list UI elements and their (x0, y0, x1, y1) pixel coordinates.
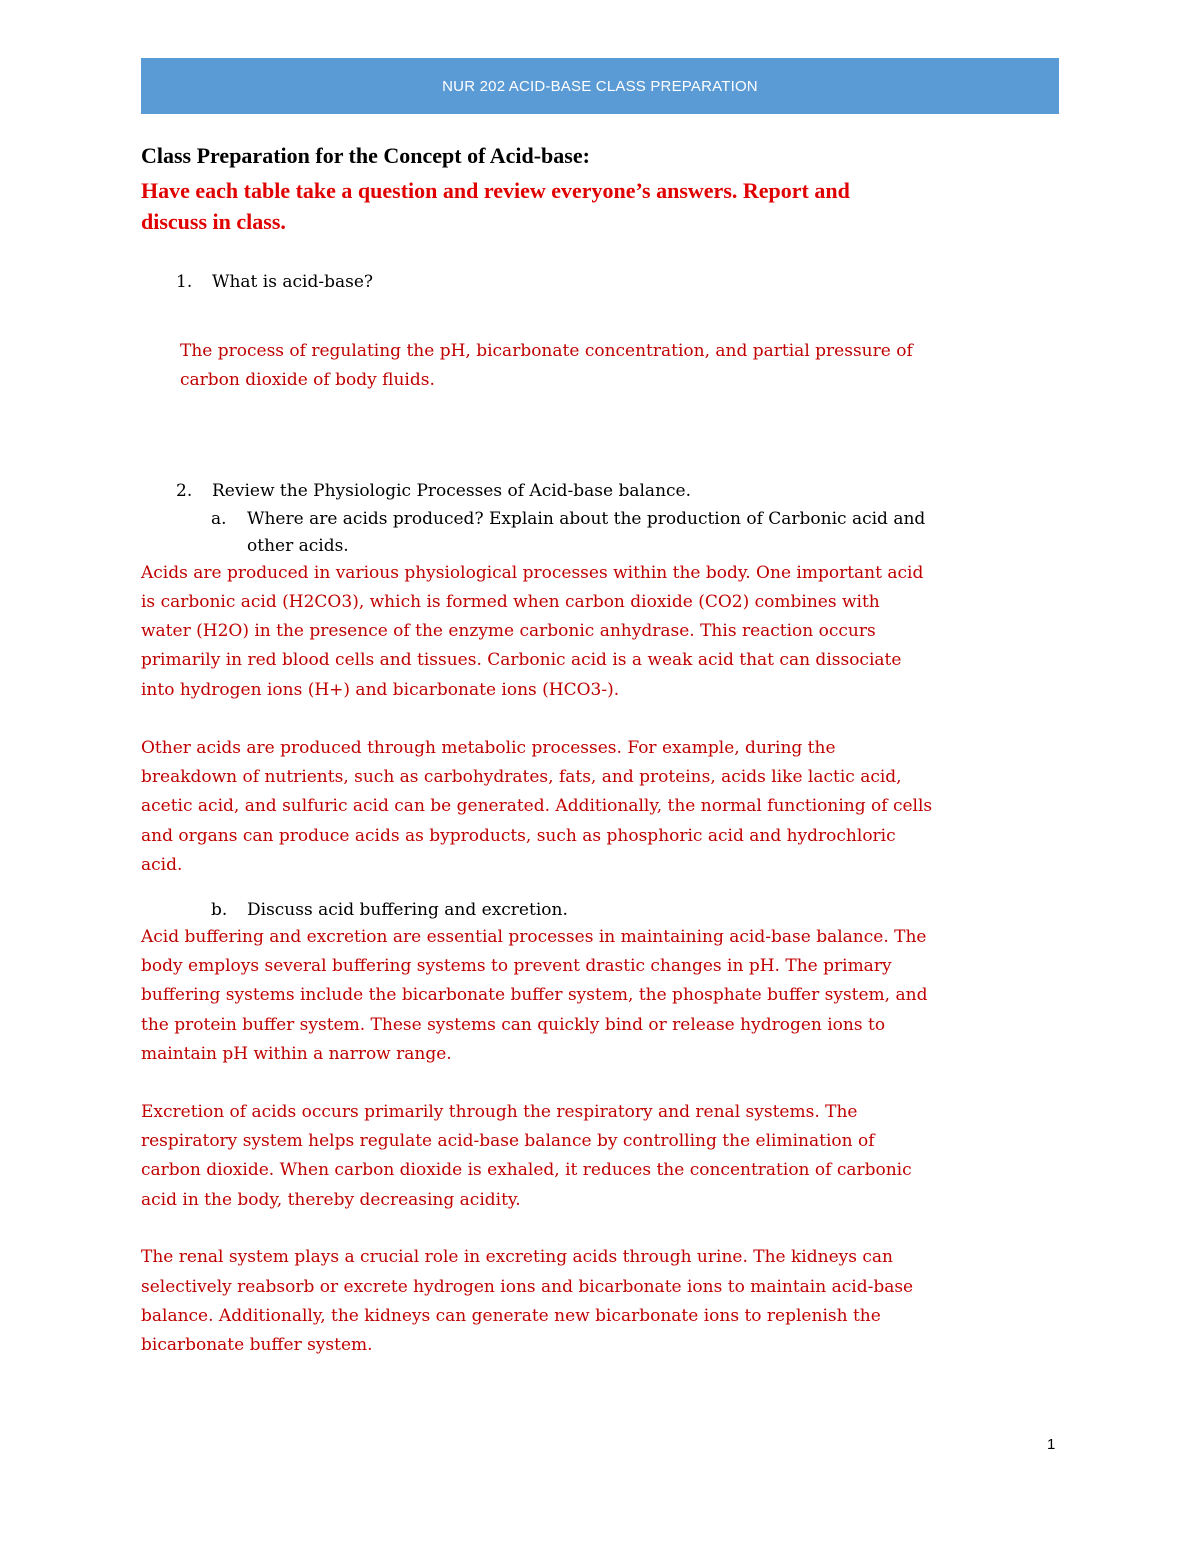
answer-2b-p2-line-2: respiratory system helps regulate acid-base balance by controlling the elimination of (141, 1131, 875, 1151)
answer-2b-p3-line-4: bicarbonate buffer system. (141, 1335, 373, 1355)
question-1 (176, 268, 373, 296)
answer-2a-p1-line-2: is carbonic acid (H2CO3), which is formed when carbon dioxide (CO2) combines with (141, 592, 880, 612)
answer-2a-p1-line-1: Acids are produced in various physiological processes within the body. One important acid (141, 563, 924, 583)
question-2b-letter: b. (211, 900, 228, 920)
answer-2a-p1-line-4: primarily in red blood cells and tissues. Carbonic acid is a weak acid that can dissociate (141, 650, 902, 670)
instructions-line-2: discuss in class. (141, 209, 286, 234)
header-title: NUR 202 ACID-BASE CLASS PREPARATION (442, 77, 758, 95)
answer-2a-p2-line-4: and organs can produce acids as byproducts, such as phosphoric acid and hydrochloric (141, 826, 896, 846)
answer-2a-p2-line-1: Other acids are produced through metabolic processes. For example, during the (141, 738, 836, 758)
answer-2a-p1-line-5: into hydrogen ions (H+) and bicarbonate ions (HCO3-). (141, 680, 620, 700)
question-2a (211, 505, 925, 533)
header-band (141, 58, 1059, 114)
answer-2b-p3-line-1: The renal system plays a crucial role in excreting acids through urine. The kidneys can (141, 1247, 893, 1267)
answer-2a-p2-line-3: acetic acid, and sulfuric acid can be generated. Additionally, the normal functioning of cells (141, 796, 933, 816)
answer-2b-p1-line-2: body employs several buffering systems to prevent drastic changes in pH. The primary (141, 956, 892, 976)
answer-2a-p1-line-3: water (H2O) in the presence of the enzyme carbonic anhydrase. This reaction occurs (141, 621, 876, 641)
answer-1-line-2: carbon dioxide of body fluids. (180, 370, 435, 390)
answer-2b-p2-line-4: acid in the body, thereby decreasing acidity. (141, 1190, 521, 1210)
question-2a-text-line-2: other acids. (247, 536, 349, 556)
answer-2b-p1-line-1: Acid buffering and excretion are essential processes in maintaining acid-base balance. The (141, 927, 927, 947)
question-1-number: 1. (176, 272, 193, 292)
answer-2b-p1-line-4: the protein buffer system. These systems can quickly bind or release hydrogen ions to (141, 1015, 886, 1035)
answer-2b-p2-line-1: Excretion of acids occurs primarily through the respiratory and renal systems. The (141, 1102, 858, 1122)
document-title: Class Preparation for the Concept of Acid-base: (141, 143, 590, 168)
question-2a-text-line-1: Where are acids produced? Explain about the production of Carbonic acid and (247, 509, 926, 529)
answer-2b-p1-line-5: maintain pH within a narrow range. (141, 1044, 452, 1064)
page-number: 1 (1047, 1436, 1056, 1453)
question-2b (211, 896, 568, 924)
answer-1-line-1: The process of regulating the pH, bicarbonate concentration, and partial pressure of (180, 341, 913, 361)
question-2-text: Review the Physiologic Processes of Acid-base balance. (212, 481, 692, 501)
answer-2b-p2-line-3: carbon dioxide. When carbon dioxide is exhaled, it reduces the concentration of carbonic (141, 1160, 912, 1180)
question-2 (176, 477, 691, 505)
instructions-line-1: Have each table take a question and review everyone’s answers. Report and (141, 178, 850, 203)
answer-2b-p3-line-3: balance. Additionally, the kidneys can generate new bicarbonate ions to replenish the (141, 1306, 881, 1326)
question-1-text: What is acid-base? (212, 272, 373, 292)
answer-2b-p1-line-3: buffering systems include the bicarbonate buffer system, the phosphate buffer system, and (141, 985, 928, 1005)
answer-2a-p2-line-2: breakdown of nutrients, such as carbohydrates, fats, and proteins, acids like lactic acid, (141, 767, 902, 787)
answer-2a-p2-line-5: acid. (141, 855, 183, 875)
question-2b-text: Discuss acid buffering and excretion. (247, 900, 568, 920)
question-2-number: 2. (176, 481, 193, 501)
question-2a-letter: a. (211, 509, 227, 529)
answer-2b-p3-line-2: selectively reabsorb or excrete hydrogen ions and bicarbonate ions to maintain acid-base (141, 1277, 914, 1297)
